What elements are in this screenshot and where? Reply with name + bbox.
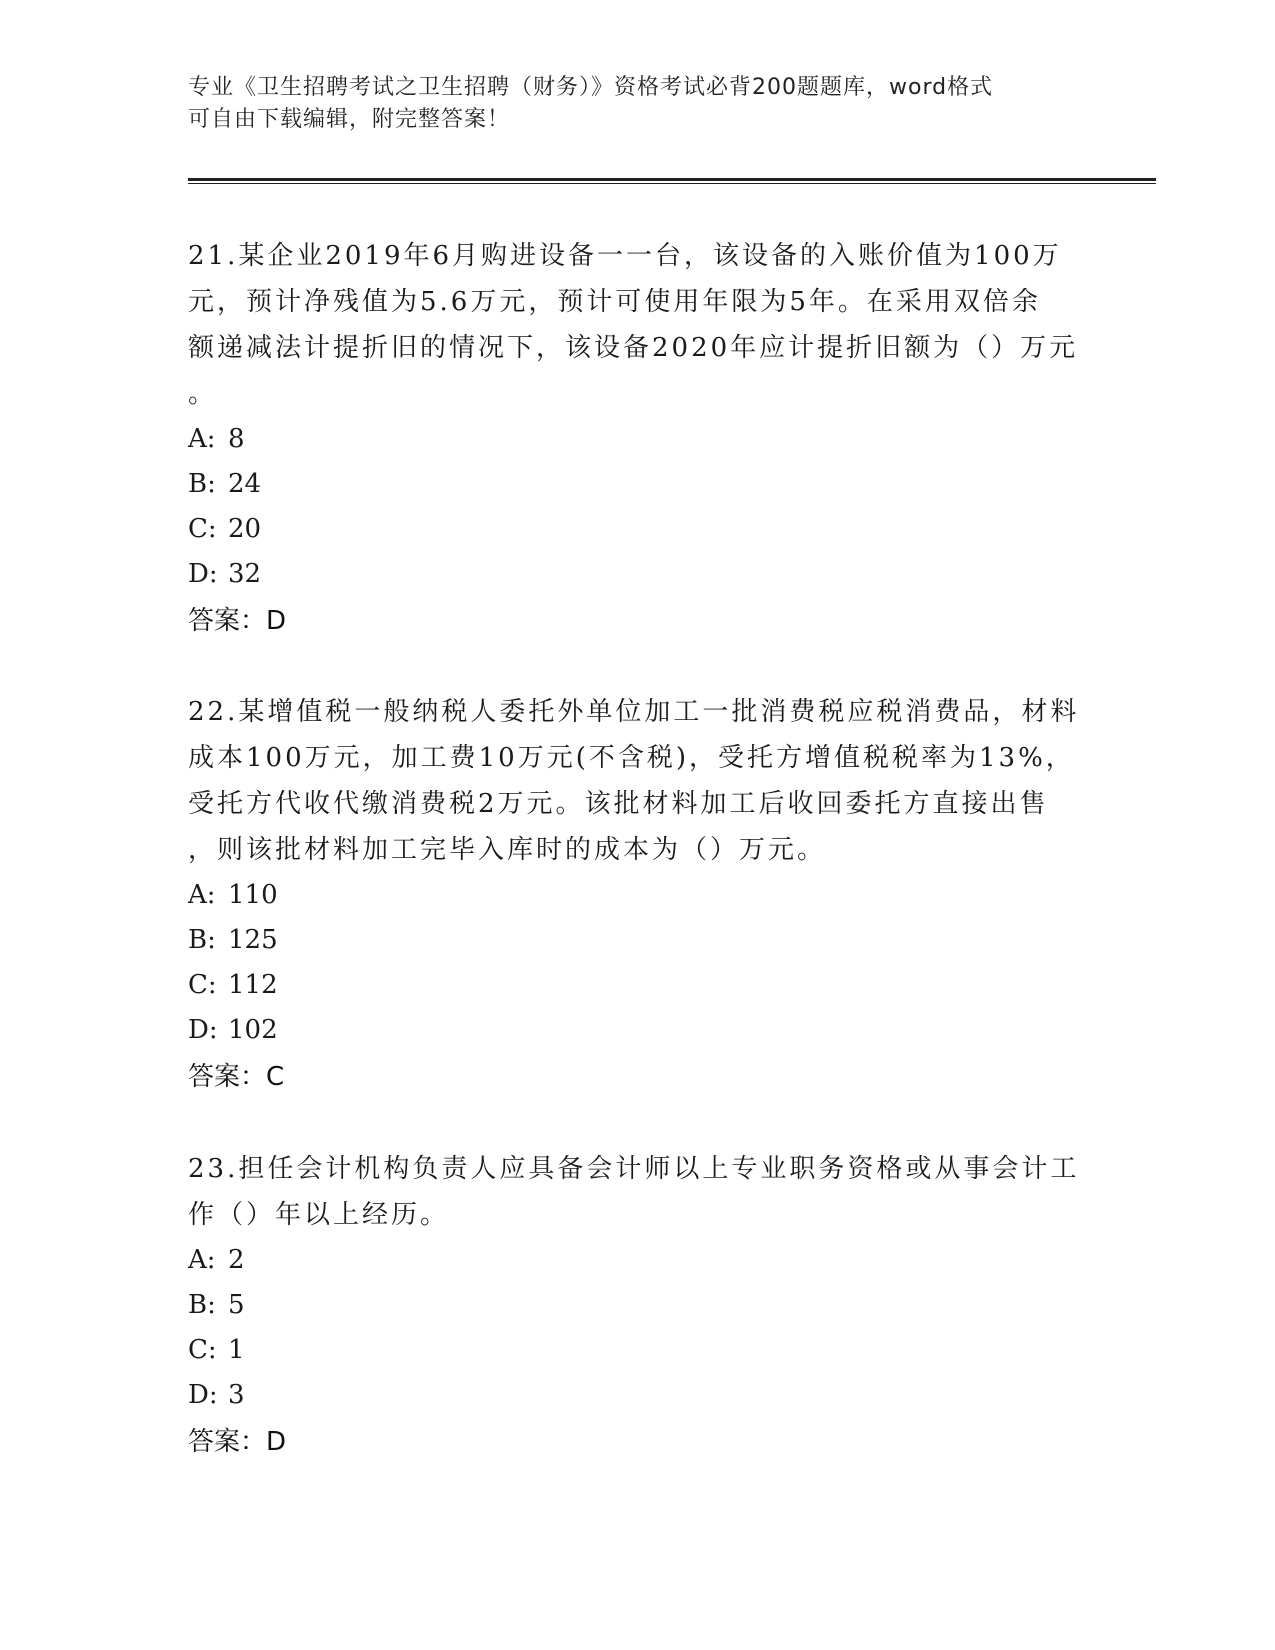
question-23 [188, 1146, 1088, 1466]
header-title-line-1: 专业《卫生招聘考试之卫生招聘（财务）》资格考试必背200题题库，word格式 [188, 75, 994, 100]
option-value: 102 [228, 1015, 278, 1045]
option-letter: D: [188, 1380, 218, 1410]
document-header [188, 72, 1088, 136]
option-b [188, 462, 1088, 507]
header-divider-thin [188, 183, 1156, 184]
option-letter: B: [188, 1290, 216, 1320]
option-a [188, 873, 1088, 918]
option-value: 5 [228, 1290, 245, 1320]
option-value: 125 [228, 925, 278, 955]
question-stem-line: 受托方代收代缴消费税2万元。该批材料加工后收回委托方直接出售 [188, 789, 1049, 819]
option-d [188, 1008, 1088, 1053]
option-letter: C: [188, 1335, 217, 1365]
answer-key: 答案：D [188, 1427, 287, 1457]
question-stem-line: 元，预计净残值为5.6万元，预计可使用年限为5年。在采用双倍余 [188, 287, 1041, 317]
option-letter: A: [188, 1245, 216, 1275]
option-a [188, 417, 1088, 462]
header-title-line-2: 可自由下载编辑，附完整答案！ [188, 107, 511, 132]
option-value: 24 [228, 469, 262, 499]
question-stem-line: 成本100万元，加工费10万元(不含税)，受托方增值税税率为13%， [188, 743, 1075, 773]
answer-key: 答案：C [188, 1062, 285, 1092]
option-letter: A: [188, 424, 216, 454]
option-c [188, 963, 1088, 1008]
option-c [188, 507, 1088, 552]
option-value: 20 [228, 514, 262, 544]
option-value: 1 [228, 1335, 245, 1365]
option-letter: D: [188, 559, 218, 589]
question-stem-line: 22.某增值税一般纳税人委托外单位加工一批消费税应税消费品，材料 [188, 697, 1080, 727]
option-letter: A: [188, 880, 216, 910]
question-stem-line: 作（）年以上经历。 [188, 1200, 450, 1230]
question-stem-line: 额递减法计提折旧的情况下，该设备2020年应计提折旧额为（）万元 [188, 333, 1079, 363]
option-letter: B: [188, 469, 216, 499]
question-22 [188, 689, 1088, 1101]
option-letter: D: [188, 1015, 218, 1045]
question-stem-line: ，则该批材料加工完毕入库时的成本为（）万元。 [188, 835, 827, 865]
question-21 [188, 233, 1088, 645]
option-d [188, 1373, 1088, 1418]
option-c [188, 1328, 1088, 1373]
option-letter: B: [188, 925, 216, 955]
question-stem-line: 。 [188, 379, 218, 409]
header-divider-thick [188, 178, 1156, 181]
option-b [188, 918, 1088, 963]
option-value: 2 [228, 1245, 245, 1275]
option-value: 8 [228, 424, 245, 454]
option-value: 32 [228, 559, 262, 589]
question-stem-line: 21.某企业2019年6月购进设备一一台，该设备的入账价值为100万 [188, 241, 1062, 271]
option-letter: C: [188, 970, 217, 1000]
answer-key: 答案：D [188, 606, 287, 636]
option-value: 3 [228, 1380, 245, 1410]
option-value: 110 [228, 880, 278, 910]
question-stem-line: 23.担任会计机构负责人应具备会计师以上专业职务资格或从事会计工 [188, 1154, 1080, 1184]
option-letter: C: [188, 514, 217, 544]
option-b [188, 1283, 1088, 1328]
option-d [188, 552, 1088, 597]
option-value: 112 [228, 970, 278, 1000]
option-a [188, 1238, 1088, 1283]
